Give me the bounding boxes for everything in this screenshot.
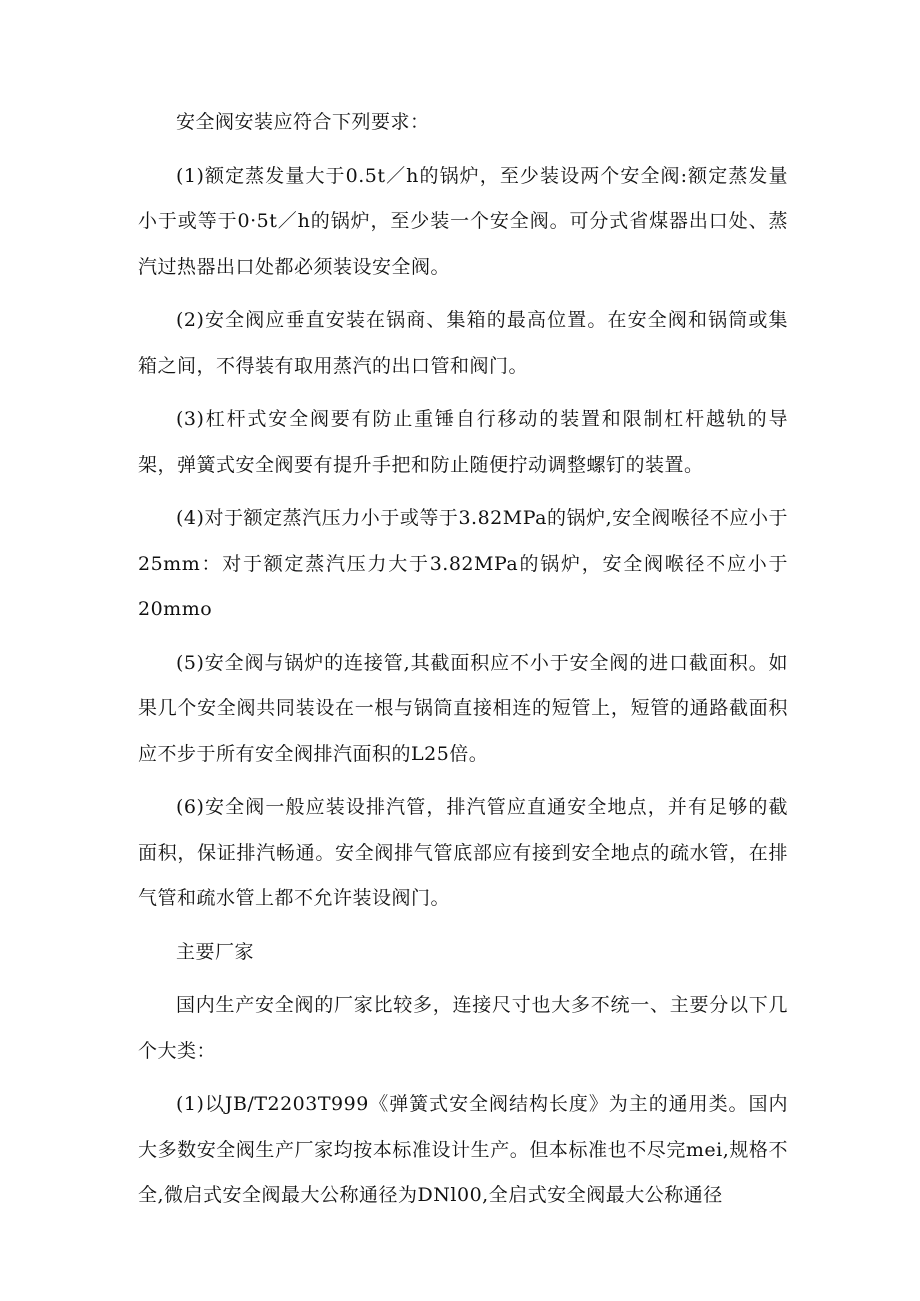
paragraph-item-3: (3)杠杆式安全阀要有防止重锤自行移动的装置和限制杠杆越轨的导架，弹簧式安全阀要有提升手把和防止随便拧动调整螺钉的装置。 — [138, 408, 788, 476]
paragraph-item-2: (2)安全阀应垂直安装在锅商、集箱的最高位置。在安全阀和锅筒或集箱之间，不得装有取用蒸汽的出口管和阀门。 — [138, 309, 788, 377]
paragraph-item-4: (4)对于额定蒸汽压力小于或等于3.82MPa的锅炉,安全阀喉径不应小于25mm：对于额定蒸汽压力大于3.82MPa的锅炉，安全阀喉径不应小于20mmo — [138, 507, 788, 620]
paragraph-manufacturers-item-1: (1)以JB/T2203T999《弹簧式安全阀结构长度》为主的通用类。国内大多数安全阀生产厂家均按本标准设计生产。但本标准也不尽完mei,规格不全,微启式安全阀最大公称通径为DNl00,全启式安全阀最大公称通径 — [138, 1093, 788, 1206]
document-page — [138, 100, 788, 1219]
paragraph-intro: 安全阀安装应符合下列要求： — [176, 111, 430, 133]
paragraph-manufacturers-intro: 国内生产安全阀的厂家比较多，连接尺寸也大多不统一、主要分以下几个大类： — [138, 994, 788, 1062]
paragraph-item-5: (5)安全阀与锅炉的连接管,其截面积应不小于安全阀的进口截面积。如果几个安全阀共同装设在一根与锅筒直接相连的短管上，短管的通路截面积应不步于所有安全阀排汽面积的L25倍。 — [138, 651, 788, 765]
section-heading-manufacturers: 主要厂家 — [176, 940, 255, 963]
paragraph-item-1: (1)额定蒸发量大于0.5t／h的锅炉，至少装设两个安全阀:额定蒸发量小于或等于0·5t／h的锅炉，至少装一个安全阀。可分式省煤器出口处、蒸汽过热器出口处都必须装设安全阀。 — [138, 164, 788, 278]
paragraph-item-6: (6)安全阀一般应装设排汽管，排汽管应直通安全地点，并有足够的截面积，保证排汽畅通。安全阀排气管底部应有接到安全地点的疏水管，在排气管和疏水管上都不允许装设阀门。 — [138, 796, 788, 909]
